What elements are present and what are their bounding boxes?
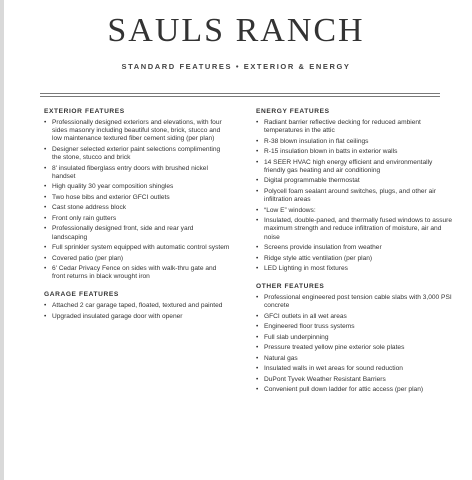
bullet-icon: • bbox=[256, 137, 259, 145]
list-item bbox=[256, 207, 454, 215]
scan-edge bbox=[0, 0, 4, 480]
list-item bbox=[256, 217, 454, 242]
list-item bbox=[256, 376, 454, 384]
list-item bbox=[256, 159, 454, 175]
bullet-icon: • bbox=[44, 302, 47, 310]
list-item-text: Engineered floor truss systems bbox=[264, 323, 355, 331]
list-item-text: Attached 2 car garage taped, floated, textured and painted bbox=[52, 302, 223, 310]
list-item-text: Designer selected exterior paint selections complimenting the stone, stucco and brick bbox=[52, 145, 221, 162]
list-item-text: R-38 blown insulation in flat ceilings bbox=[264, 137, 369, 145]
list-item-text: Two hose bibs and exterior GFCI outlets bbox=[52, 193, 170, 201]
bullet-icon: • bbox=[256, 119, 259, 126]
bullet-icon: • bbox=[256, 375, 259, 383]
bullet-icon: • bbox=[44, 119, 47, 126]
page-title: SAULS RANCH bbox=[107, 12, 365, 49]
bullet-icon: • bbox=[256, 344, 259, 352]
bullet-icon: • bbox=[256, 333, 259, 341]
bullet-icon: • bbox=[256, 217, 259, 225]
bullet-icon: • bbox=[256, 177, 259, 185]
list-item bbox=[256, 244, 454, 252]
list-item-text: Insulated, double-paned, and thermally fused windows to assure maximum strength and reduce infiltration of moisture, air and noise bbox=[264, 217, 453, 241]
bullet-icon: • bbox=[44, 164, 47, 172]
list-item-text: Covered patio (per plan) bbox=[52, 254, 124, 262]
bullet-icon: • bbox=[44, 204, 47, 212]
list-item bbox=[256, 386, 454, 394]
list-item-text: 14 SEER HVAC high energy efficient and environmentally friendly gas heating and air conditioning bbox=[264, 158, 433, 174]
left-column bbox=[44, 108, 230, 323]
list-item-text: Full slab underpinning bbox=[264, 333, 329, 341]
list-item-text: Pressure treated yellow pine exterior sole plates bbox=[264, 344, 405, 352]
bullet-icon: • bbox=[256, 312, 259, 320]
list-item bbox=[44, 165, 230, 181]
list-item bbox=[44, 302, 230, 310]
list-item bbox=[256, 334, 454, 342]
list-item-text: Polycell foam sealant around switches, plugs, and other air infiltration areas bbox=[264, 187, 436, 204]
list-item bbox=[44, 183, 230, 191]
list-item bbox=[44, 265, 230, 281]
exterior-list bbox=[44, 119, 230, 281]
bullet-icon: • bbox=[256, 206, 259, 214]
list-item bbox=[44, 313, 230, 321]
bullet-icon: • bbox=[44, 254, 47, 262]
list-item bbox=[256, 323, 454, 331]
page-subtitle: STANDARD FEATURES • EXTERIOR & ENERGY bbox=[121, 62, 351, 71]
list-item-text: High quality 30 year composition shingles bbox=[52, 183, 174, 191]
energy-heading: ENERGY FEATURES bbox=[256, 108, 330, 115]
list-item-text: Cast stone address block bbox=[52, 204, 127, 212]
list-item bbox=[256, 138, 454, 146]
list-item-text: Full sprinkler system equipped with automatic control system bbox=[52, 244, 230, 252]
list-item-text: Ridge style attic ventilation (per plan) bbox=[264, 254, 373, 262]
bullet-icon: • bbox=[256, 187, 259, 195]
list-item-text: Insulated walls in wet areas for sound reduction bbox=[264, 365, 403, 373]
bullet-icon: • bbox=[256, 354, 259, 362]
bullet-icon: • bbox=[256, 254, 259, 262]
list-item bbox=[256, 294, 454, 310]
list-item bbox=[44, 146, 230, 162]
bullet-icon: • bbox=[44, 183, 47, 191]
list-item-text: Radiant barrier reflective decking for reduced ambient temperatures in the attic bbox=[264, 119, 421, 135]
bullet-icon: • bbox=[256, 323, 259, 331]
bullet-icon: • bbox=[256, 244, 259, 252]
list-item bbox=[44, 119, 230, 144]
list-item bbox=[256, 188, 454, 204]
bullet-icon: • bbox=[44, 193, 47, 201]
list-item-text: Screens provide insulation from weather bbox=[264, 244, 382, 252]
list-item bbox=[256, 313, 454, 321]
list-item bbox=[256, 148, 454, 156]
list-item bbox=[256, 344, 454, 352]
bullet-icon: • bbox=[44, 244, 47, 252]
right-column bbox=[256, 108, 454, 397]
list-item bbox=[256, 365, 454, 373]
list-item-text: 8' insulated fiberglass entry doors with brushed nickel handset bbox=[52, 164, 208, 180]
bullet-icon: • bbox=[256, 365, 259, 373]
list-item-text: Convenient pull down ladder for attic access (per plan) bbox=[264, 386, 424, 394]
list-item bbox=[44, 204, 230, 212]
list-item-text: Professional engineered post tension cable slabs with 3,000 PSI concrete bbox=[264, 294, 452, 310]
list-item-text: 6' Cedar Privacy Fence on sides with walk-thru gate and front returns in black wrought iron bbox=[52, 265, 217, 281]
bullet-icon: • bbox=[44, 265, 47, 273]
divider-top bbox=[40, 93, 440, 94]
bullet-icon: • bbox=[256, 148, 259, 156]
list-item bbox=[256, 119, 454, 135]
list-item-text: DuPont Tyvek Weather Resistant Barriers bbox=[264, 375, 386, 383]
bullet-icon: • bbox=[44, 312, 47, 320]
list-item-text: Digital programmable thermostat bbox=[264, 177, 360, 185]
list-item bbox=[44, 194, 230, 202]
list-item bbox=[44, 225, 230, 241]
list-item bbox=[44, 215, 230, 223]
bullet-icon: • bbox=[256, 294, 259, 302]
list-item-text: Professionally designed front, side and rear yard landscaping bbox=[52, 225, 194, 241]
list-item-text: Front only rain gutters bbox=[52, 214, 117, 222]
list-item-text: Upgraded insulated garage door with opener bbox=[52, 312, 183, 320]
list-item bbox=[44, 244, 230, 252]
energy-list bbox=[256, 119, 454, 273]
list-item bbox=[256, 265, 454, 273]
other-list bbox=[256, 294, 454, 394]
list-item bbox=[256, 177, 454, 185]
list-item bbox=[256, 255, 454, 263]
list-item-text: Professionally designed exteriors and elevations, with four sides masonry including beautiful stone, brick, stucco and low maintenance textured fiber cement siding (per plan) bbox=[52, 119, 222, 143]
divider-bottom bbox=[40, 96, 440, 97]
garage-list bbox=[44, 302, 230, 321]
bullet-icon: • bbox=[44, 145, 47, 153]
list-item bbox=[44, 255, 230, 263]
bullet-icon: • bbox=[256, 386, 259, 394]
list-item-text: Natural gas bbox=[264, 354, 298, 362]
bullet-icon: • bbox=[256, 158, 259, 166]
bullet-icon: • bbox=[44, 225, 47, 233]
list-item-text: GFCI outlets in all wet areas bbox=[264, 312, 347, 320]
list-item-text: “Low E” windows: bbox=[264, 206, 316, 214]
bullet-icon: • bbox=[256, 265, 259, 273]
list-item bbox=[256, 355, 454, 363]
other-heading: OTHER FEATURES bbox=[256, 283, 325, 291]
garage-heading: GARAGE FEATURES bbox=[44, 291, 119, 299]
bullet-icon: • bbox=[44, 214, 47, 222]
list-item-text: LED Lighting in most fixtures bbox=[264, 265, 348, 273]
list-item-text: R-15 insulation blown in batts in exterior walls bbox=[264, 148, 398, 156]
exterior-heading: EXTERIOR FEATURES bbox=[44, 108, 125, 115]
